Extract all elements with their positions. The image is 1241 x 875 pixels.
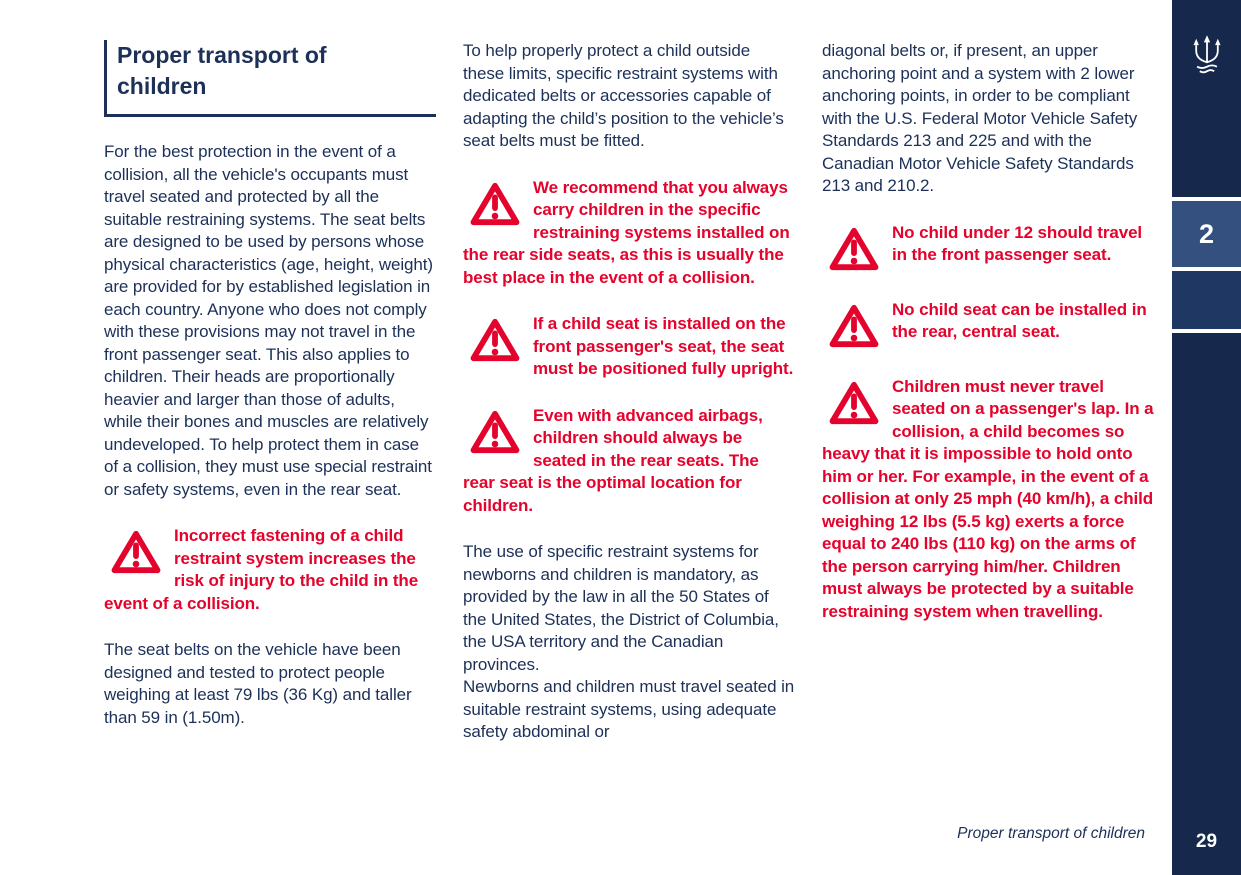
warning-note	[463, 405, 795, 518]
column-3	[822, 40, 1154, 764]
warning-triangle-icon	[827, 302, 881, 350]
warning-note	[822, 222, 1154, 275]
page-number: 29	[1195, 831, 1218, 852]
chapter-number: 2	[1198, 218, 1215, 249]
sidebar	[1172, 0, 1241, 875]
warning-note	[822, 299, 1154, 352]
footer-title: Proper transport of children	[957, 825, 1145, 842]
warning-text: No child seat can be installed in the rear, central seat.	[892, 299, 1147, 341]
section-heading-box	[104, 40, 436, 117]
warning-triangle-icon	[468, 180, 522, 228]
paragraph: To help properly protect a child outside these limits, specific restraint systems with dedicated belts or accessories capable of adapting the child’s position to the vehicle’s seat belts must be fitted.	[463, 41, 784, 150]
warning-note	[822, 376, 1154, 624]
paragraph: The use of specific restraint systems for newborns and children is mandatory, as provided by the law in all the 50 States of the United States, the District of Columbia, the USA territory and the Canadian provinces.	[463, 542, 779, 674]
content-columns	[104, 40, 1154, 764]
warning-text: We recommend that you always carry children in the specific restraining systems installed on the rear side seats, as this is usually the best place in the event of a collision.	[463, 177, 790, 287]
paragraph: Newborns and children must travel seated in suitable restraint systems, using adequate safety abdominal or	[463, 677, 795, 741]
warning-note	[463, 313, 795, 381]
column-2	[463, 40, 795, 764]
paragraph: The seat belts on the vehicle have been designed and tested to protect people weighing at least 79 lbs (36 Kg) and taller than 59 in (1.50m).	[104, 640, 412, 727]
warning-triangle-icon	[468, 408, 522, 456]
warning-triangle-icon	[468, 316, 522, 364]
warning-triangle-icon	[827, 379, 881, 427]
maserati-trident-icon	[1189, 34, 1225, 76]
warning-triangle-icon	[827, 225, 881, 273]
paragraph: For the best protection in the event of a collision, all the vehicle's occupants must travel seated and protected by all the suitable restraining systems. The seat belts are designed to be used by persons whose physical characteristics (age, height, weight) are provided for by established legislation in each country. Anyone who does not comply with these provisions may not travel in the front passenger seat. This also applies to children. Their heads are proportionally heavier and larger than those of adults, while their bones and muscles are relatively undeveloped. To help protect them in case of a collision, they must use special restraint or safety systems, even in the rear seat.	[104, 142, 433, 499]
warning-text: Children must never travel seated on a passenger's lap. In a collision, a child becomes so heavy that it is impossible to hold onto him or her. For example, in the event of a collision at only 25 mph (40 km/h), a child weighing 12 lbs (5.5 kg) exerts a force equal to 240 lbs (110 kg) on the arms of the person carrying him/her. Children must always be protected by a suitable restraining system when travelling.	[822, 376, 1154, 621]
warning-note	[104, 525, 436, 615]
sidebar-top-block	[1172, 0, 1241, 197]
warning-text: Even with advanced airbags, children should always be seated in the rear seats. The rear seat is the optimal location for children.	[463, 405, 763, 515]
sidebar-sub-block	[1172, 271, 1241, 329]
sidebar-bottom-block	[1172, 333, 1241, 875]
warning-text: No child under 12 should travel in the front passenger seat.	[892, 222, 1143, 264]
chapter-tab	[1172, 201, 1241, 267]
warning-triangle-icon	[109, 528, 163, 576]
warning-text: If a child seat is installed on the front passenger's seat, the seat must be positioned fully upright.	[533, 314, 794, 378]
paragraph: diagonal belts or, if present, an upper anchoring point and a system with 2 lower anchoring points, in order to be compliant with the U.S. Federal Motor Vehicle Safety Standards 213 and 225 and with the Canadian Motor Vehicle Safety Standards 213 and 210.2.	[822, 41, 1138, 195]
page-title: Proper transport of children	[117, 42, 327, 99]
column-1	[104, 40, 436, 764]
warning-note	[463, 177, 795, 290]
warning-text: Incorrect fastening of a child restraint system increases the risk of injury to the child in the event of a collision.	[104, 526, 419, 613]
